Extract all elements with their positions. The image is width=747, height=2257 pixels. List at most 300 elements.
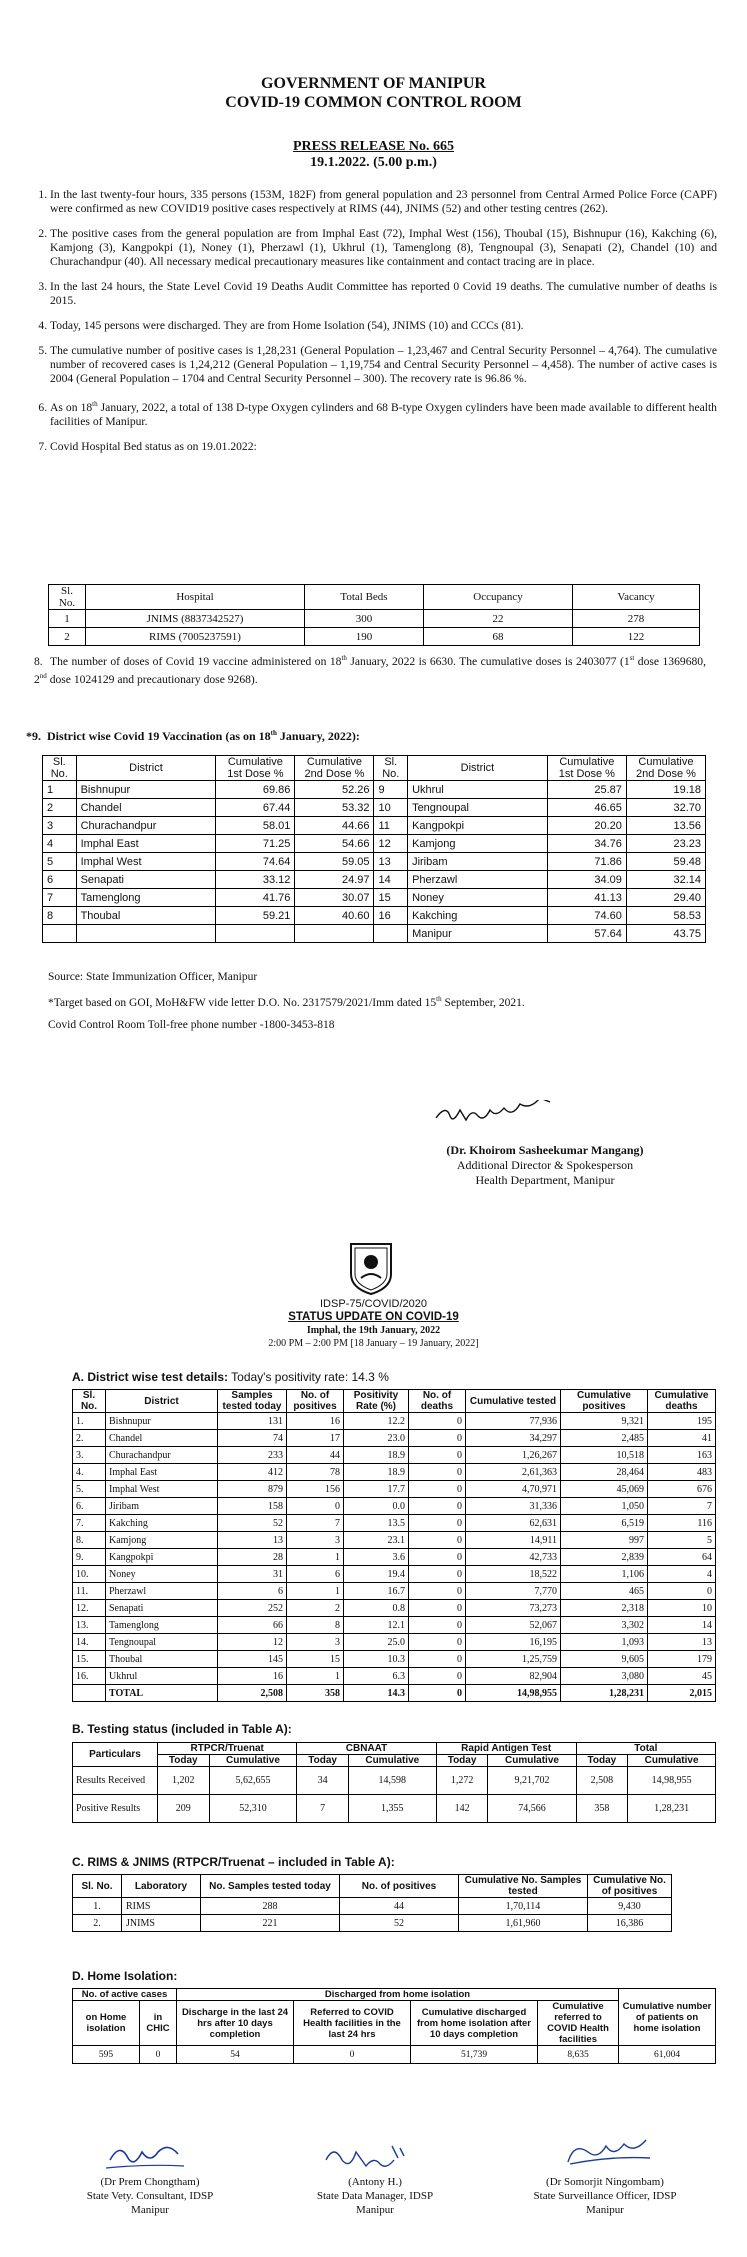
status-title: STATUS UPDATE ON COVID-19 bbox=[288, 1311, 459, 1323]
table-cell: 10 bbox=[648, 1600, 716, 1617]
table-cell: 23.1 bbox=[344, 1532, 409, 1549]
table-cell: 465 bbox=[561, 1583, 648, 1600]
table-cell: 412 bbox=[218, 1464, 287, 1481]
table-header: Hospital bbox=[86, 585, 305, 610]
list-item: 6. As on 18th January, 2022, a total of 138 D-type Oxygen cylinders and 68 B-type Oxygen cylinders have been made available to different health facilities of Manipur. bbox=[50, 397, 717, 429]
table-header: Total bbox=[576, 1743, 715, 1755]
table-cell: 2,318 bbox=[561, 1600, 648, 1617]
table-cell: Manipur bbox=[408, 925, 548, 943]
table-cell: Ukhrul bbox=[106, 1668, 218, 1685]
table-cell: 0 bbox=[409, 1515, 466, 1532]
table-row bbox=[73, 1430, 716, 1447]
table-cell: 57.64 bbox=[547, 925, 626, 943]
table-cell: Churachandpur bbox=[76, 817, 216, 835]
table-cell: 4. bbox=[73, 1464, 106, 1481]
list-item: 3. In the last 24 hours, the State Level Covid 19 Deaths Audit Committee has reported 0 Covid 19 deaths. The cumulative number of deaths is 2015. bbox=[50, 280, 717, 308]
table-cell: 9,605 bbox=[561, 1651, 648, 1668]
table-cell: 41.76 bbox=[216, 889, 295, 907]
table-cell: 7 bbox=[43, 889, 77, 907]
table-cell: 195 bbox=[648, 1413, 716, 1430]
table-row bbox=[43, 853, 706, 871]
vaccination-heading: *9. District wise Covid 19 Vaccination (as on 18th January, 2022): bbox=[26, 729, 360, 743]
table-header: Cumulative 1st Dose % bbox=[216, 756, 295, 781]
table-cell bbox=[43, 925, 77, 943]
table-cell: 53.32 bbox=[295, 799, 374, 817]
table-cell: 14,911 bbox=[466, 1532, 561, 1549]
table-cell: 54.66 bbox=[295, 835, 374, 853]
table-cell: Chandel bbox=[76, 799, 216, 817]
table-cell: 31 bbox=[218, 1566, 287, 1583]
bed-status-table bbox=[48, 584, 700, 646]
table-cell: 45,069 bbox=[561, 1481, 648, 1498]
table-cell: 0 bbox=[409, 1617, 466, 1634]
table-cell: 145 bbox=[218, 1651, 287, 1668]
table-cell: 16 bbox=[374, 907, 408, 925]
table-cell: Imphal West bbox=[76, 853, 216, 871]
table-cell: Jiribam bbox=[408, 853, 548, 871]
table-cell: Pherzawl bbox=[106, 1583, 218, 1600]
target-note: *Target based on GOI, MoH&FW vide letter D.O. No. 2317579/2021/Imm dated 15th September, 2021. bbox=[48, 995, 525, 1009]
table-cell: 19.18 bbox=[626, 781, 705, 799]
table-cell: 0 bbox=[409, 1566, 466, 1583]
table-row bbox=[73, 1532, 716, 1549]
table-cell: 52 bbox=[218, 1515, 287, 1532]
table-cell: 1,25,759 bbox=[466, 1651, 561, 1668]
table-cell: 44 bbox=[287, 1447, 344, 1464]
table-row bbox=[73, 1549, 716, 1566]
list-item: 2. The positive cases from the general population are from Imphal East (72), Imphal West (156), Thoubal (15), Bishnupur (16), Kakching (6), Kamjong (3), Kangpokpi (1), Noney (1), Pherzawl (1), Ukhrul (1), Tamenglong (8), Tengnoupal (3), Senapati (2), Chandel (10) and Churachandpur (40). All necessary medical precautionary measures like containment and contact tracing are in place. bbox=[50, 227, 717, 269]
table-cell: 997 bbox=[561, 1532, 648, 1549]
table-cell: 0 bbox=[648, 1583, 716, 1600]
table-cell: 17.7 bbox=[344, 1481, 409, 1498]
table-cell bbox=[73, 1685, 106, 1702]
signatory-name: (Dr. Khoirom Sasheekumar Mangang) bbox=[446, 1143, 644, 1157]
table-row bbox=[73, 1617, 716, 1634]
table-header: Cumulative 1st Dose % bbox=[547, 756, 626, 781]
table-cell: 3,080 bbox=[561, 1668, 648, 1685]
table-cell: 6 bbox=[287, 1566, 344, 1583]
table-cell: 0 bbox=[409, 1651, 466, 1668]
table-cell: 7 bbox=[287, 1515, 344, 1532]
signatory-dept: Health Department, Manipur bbox=[475, 1173, 615, 1187]
table-cell: 1 bbox=[287, 1668, 344, 1685]
table-row bbox=[73, 1447, 716, 1464]
table-cell: Jiribam bbox=[106, 1498, 218, 1515]
table-cell: 0 bbox=[409, 1685, 466, 1702]
table-cell: 6.3 bbox=[344, 1668, 409, 1685]
table-cell: 28,464 bbox=[561, 1464, 648, 1481]
table-cell: 483 bbox=[648, 1464, 716, 1481]
table-cell: 34.76 bbox=[547, 835, 626, 853]
table-cell: 25.87 bbox=[547, 781, 626, 799]
table-cell: 15. bbox=[73, 1651, 106, 1668]
header bbox=[0, 74, 747, 112]
table-cell: 46.65 bbox=[547, 799, 626, 817]
table-row bbox=[43, 907, 706, 925]
table-cell: Thoubal bbox=[106, 1651, 218, 1668]
table-cell: 10. bbox=[73, 1566, 106, 1583]
table-cell: 19.4 bbox=[344, 1566, 409, 1583]
table-cell: 0 bbox=[409, 1634, 466, 1651]
table-cell: Kakching bbox=[408, 907, 548, 925]
table-row bbox=[43, 871, 706, 889]
table-cell: 4 bbox=[648, 1566, 716, 1583]
table-cell: 12 bbox=[218, 1634, 287, 1651]
table-header: Vacancy bbox=[573, 585, 700, 610]
table-cell: 12. bbox=[73, 1600, 106, 1617]
table-cell: 34.09 bbox=[547, 871, 626, 889]
table-cell bbox=[216, 925, 295, 943]
table-header: Sl. No. bbox=[374, 756, 408, 781]
table-cell: 0 bbox=[409, 1430, 466, 1447]
table-row bbox=[43, 799, 706, 817]
table-header: Cumulative 2nd Dose % bbox=[626, 756, 705, 781]
signature-image bbox=[320, 2138, 420, 2172]
table-cell: 13 bbox=[218, 1532, 287, 1549]
table-cell: 8. bbox=[73, 1532, 106, 1549]
table-row: 1. RIMS 288 44 1,70,114 9,430 bbox=[73, 1898, 672, 1915]
source-note: Source: State Immunization Officer, Manipur bbox=[48, 971, 258, 983]
table-header: Particulars bbox=[73, 1743, 158, 1767]
table-cell: 6 bbox=[218, 1583, 287, 1600]
table-cell: 12 bbox=[374, 835, 408, 853]
table-cell: Kamjong bbox=[408, 835, 548, 853]
table-cell: 0 bbox=[409, 1532, 466, 1549]
press-release-date: 19.1.2022. (5.00 p.m.) bbox=[310, 155, 437, 170]
table-cell: 0 bbox=[409, 1668, 466, 1685]
table-cell: Noney bbox=[106, 1566, 218, 1583]
table-cell: 62,631 bbox=[466, 1515, 561, 1532]
table-cell: Noney bbox=[408, 889, 548, 907]
table-cell: 0 bbox=[409, 1583, 466, 1600]
table-cell: 10,518 bbox=[561, 1447, 648, 1464]
table-header: Cumulative 2nd Dose % bbox=[295, 756, 374, 781]
table-cell: 14. bbox=[73, 1634, 106, 1651]
table-header: RTPCR/Truenat bbox=[158, 1743, 297, 1755]
signature-image bbox=[432, 1100, 562, 1130]
table-cell: 59.05 bbox=[295, 853, 374, 871]
table-cell: 12.2 bbox=[344, 1413, 409, 1430]
table-row bbox=[73, 1583, 716, 1600]
table-cell: 1,050 bbox=[561, 1498, 648, 1515]
table-cell: 16,195 bbox=[466, 1634, 561, 1651]
table-cell: 24.97 bbox=[295, 871, 374, 889]
section-c-title: C. RIMS & JNIMS (RTPCR/Truenat – included in Table A): bbox=[72, 1855, 395, 1869]
table-cell bbox=[295, 925, 374, 943]
table-cell: 3 bbox=[287, 1532, 344, 1549]
table-cell: 41 bbox=[648, 1430, 716, 1447]
table-cell: 158 bbox=[218, 1498, 287, 1515]
table-cell: Tamenglong bbox=[76, 889, 216, 907]
table-cell: 74.60 bbox=[547, 907, 626, 925]
table-cell: 0 bbox=[409, 1464, 466, 1481]
table-cell: 2 bbox=[43, 799, 77, 817]
table-cell: 1,093 bbox=[561, 1634, 648, 1651]
table-cell: 3 bbox=[287, 1634, 344, 1651]
table-row bbox=[73, 1668, 716, 1685]
table-cell: 71.86 bbox=[547, 853, 626, 871]
table-cell: 16 bbox=[218, 1668, 287, 1685]
table-cell: 179 bbox=[648, 1651, 716, 1668]
table-row: 2 RIMS (7005237591) 190 68 122 bbox=[49, 628, 700, 646]
table-cell: 1,106 bbox=[561, 1566, 648, 1583]
table-cell: 0 bbox=[409, 1481, 466, 1498]
table-row bbox=[73, 1515, 716, 1532]
table-cell: Kangpokpi bbox=[106, 1549, 218, 1566]
table-cell: 2,839 bbox=[561, 1549, 648, 1566]
control-room-title: COVID-19 COMMON CONTROL ROOM bbox=[225, 94, 522, 111]
table-cell: 1 bbox=[287, 1549, 344, 1566]
table-header: Occupancy bbox=[424, 585, 573, 610]
table-cell: 0 bbox=[409, 1600, 466, 1617]
table-cell: 4 bbox=[43, 835, 77, 853]
table-header: Sl. No. bbox=[43, 756, 77, 781]
table-cell: 67.44 bbox=[216, 799, 295, 817]
table-cell: 2. bbox=[73, 1430, 106, 1447]
table-header: No. of positives bbox=[287, 1390, 344, 1413]
table-cell: 18.9 bbox=[344, 1447, 409, 1464]
table-cell: 73,273 bbox=[466, 1600, 561, 1617]
vaccine-doses-item: 8. The number of doses of Covid 19 vaccine administered on 18th January, 2022 is 6630. The cumulative doses is 2403077 (1st dose 1369680, 2nd dose 1024129 and precautionary dose 9268). bbox=[34, 654, 706, 686]
table-cell: Ukhrul bbox=[408, 781, 548, 799]
table-cell: Imphal East bbox=[106, 1464, 218, 1481]
table-cell: 0.0 bbox=[344, 1498, 409, 1515]
gov-title: GOVERNMENT OF MANIPUR bbox=[261, 75, 486, 92]
table-row: Positive Results 209 52,310 7 1,355 142 74,566 358 1,28,231 bbox=[73, 1795, 716, 1823]
table-cell: 1 bbox=[43, 781, 77, 799]
table-cell: 41.13 bbox=[547, 889, 626, 907]
table-cell: Kamjong bbox=[106, 1532, 218, 1549]
section-d-title: D. Home Isolation: bbox=[72, 1969, 178, 1983]
table-cell: Kakching bbox=[106, 1515, 218, 1532]
table-cell: 34,297 bbox=[466, 1430, 561, 1447]
table-cell: TOTAL bbox=[106, 1685, 218, 1702]
table-cell: 30.07 bbox=[295, 889, 374, 907]
table-cell: 23.23 bbox=[626, 835, 705, 853]
signature-image bbox=[100, 2140, 190, 2174]
table-cell: 6,519 bbox=[561, 1515, 648, 1532]
table-row bbox=[43, 835, 706, 853]
list-item: 1. In the last twenty-four hours, 335 persons (153M, 182F) from general population and 23 personnel from Central Armed Police Force (CAPF) were confirmed as new COVID19 positive cases respectively at RIMS (44), JNIMS (52) and other testing centres (262). bbox=[50, 188, 717, 216]
table-cell: 13. bbox=[73, 1617, 106, 1634]
table-cell: 8 bbox=[287, 1617, 344, 1634]
table-cell: 15 bbox=[287, 1651, 344, 1668]
table-header: Cumulative tested bbox=[466, 1390, 561, 1413]
table-cell: 0 bbox=[409, 1413, 466, 1430]
table-cell: 69.86 bbox=[216, 781, 295, 799]
table-cell: 2,015 bbox=[648, 1685, 716, 1702]
table-cell: 77,936 bbox=[466, 1413, 561, 1430]
table-cell: Tengnoupal bbox=[408, 799, 548, 817]
table-cell: Imphal East bbox=[76, 835, 216, 853]
table-cell: 20.20 bbox=[547, 817, 626, 835]
table-cell: Tengnoupal bbox=[106, 1634, 218, 1651]
table-cell: 7 bbox=[648, 1498, 716, 1515]
table-cell: 14 bbox=[374, 871, 408, 889]
manipur-emblem-icon bbox=[345, 1238, 397, 1296]
table-cell: 71.25 bbox=[216, 835, 295, 853]
tollfree-note: Covid Control Room Toll-free phone number -1800-3453-818 bbox=[48, 1019, 335, 1031]
table-row bbox=[43, 889, 706, 907]
section-a-title: A. District wise test details: Today's positivity rate: 14.3 % bbox=[72, 1370, 389, 1384]
table-header: Sl. No. bbox=[73, 1390, 106, 1413]
table-cell: Pherzawl bbox=[408, 871, 548, 889]
table-header: Sl. No. bbox=[49, 585, 86, 610]
table-cell: 59.48 bbox=[626, 853, 705, 871]
table-cell: 1,26,267 bbox=[466, 1447, 561, 1464]
table-cell: 14,98,955 bbox=[466, 1685, 561, 1702]
section-b-title: B. Testing status (included in Table A): bbox=[72, 1722, 292, 1736]
table-cell: 4,70,971 bbox=[466, 1481, 561, 1498]
testing-status-table: Particulars RTPCR/Truenat CBNAAT Rapid Antigen Test Total Today Cumulative Today Cumulative Today Cumulative Today Cumulative Results Received 1,202 5,62,655 34 14,598 1,272 9,21,702 2,508 14,98,955 Positive Results 209 52,310 7 1,355 142 74,566 358 1,28,231 bbox=[72, 1742, 716, 1823]
table-cell: 31,336 bbox=[466, 1498, 561, 1515]
table-cell: 9 bbox=[374, 781, 408, 799]
table-cell: Bishnupur bbox=[106, 1413, 218, 1430]
signature-image bbox=[560, 2138, 660, 2172]
table-cell: 3.6 bbox=[344, 1549, 409, 1566]
table-cell: 11 bbox=[374, 817, 408, 835]
vaccination-table bbox=[42, 755, 706, 943]
home-isolation-table: No. of active cases Discharged from home isolation Cumulative number of patients on home isolation on Home isolation in CHIC Discharge in the last 24 hrs after 10 days completion Referred to COVID Health facilities in the last 24 hrs Cumulative discharged from home isolation after 10 days completion Cumulative referred to COVID Health facilities 595 0 54 0 51,739 8,635 61,004 bbox=[72, 1988, 716, 2064]
signatory-block: (Antony H.) State Data Manager, IDSP Manipur bbox=[316, 2176, 434, 2216]
signatory-block bbox=[430, 1143, 660, 1188]
list-item: 4. Today, 145 persons were discharged. They are from Home Isolation (54), JNIMS (10) and CCCs (81). bbox=[50, 319, 717, 333]
table-cell: 11. bbox=[73, 1583, 106, 1600]
table-cell: 6 bbox=[43, 871, 77, 889]
table-cell: 879 bbox=[218, 1481, 287, 1498]
table-header: Cumulative positives bbox=[561, 1390, 648, 1413]
table-cell: Thoubal bbox=[76, 907, 216, 925]
table-row bbox=[43, 817, 706, 835]
table-cell: 15 bbox=[374, 889, 408, 907]
table-header: Samples tested today bbox=[218, 1390, 287, 1413]
table-cell: 10.3 bbox=[344, 1651, 409, 1668]
table-cell: 32.70 bbox=[626, 799, 705, 817]
press-release-number: PRESS RELEASE No. 665 bbox=[292, 139, 455, 154]
table-header: No. of deaths bbox=[409, 1390, 466, 1413]
table-cell: 52.26 bbox=[295, 781, 374, 799]
table-cell: 13.56 bbox=[626, 817, 705, 835]
table-cell: 18,522 bbox=[466, 1566, 561, 1583]
table-cell: Kangpokpi bbox=[408, 817, 548, 835]
signatory-title: Additional Director & Spokesperson bbox=[456, 1158, 634, 1172]
table-cell: 6. bbox=[73, 1498, 106, 1515]
table-cell: 9. bbox=[73, 1549, 106, 1566]
rims-jnims-table: Sl. No. Laboratory No. Samples tested today No. of positives Cumulative No. Samples tested Cumulative No. of positives 1. RIMS 288 44 1,70,114 9,430 2. JNIMS 221 52 1,61,960 16,386 bbox=[72, 1874, 672, 1932]
table-cell: 17 bbox=[287, 1430, 344, 1447]
table-cell: 1,28,231 bbox=[561, 1685, 648, 1702]
signatory-block: (Dr Prem Chongtham) State Vety. Consultant, IDSP Manipur bbox=[86, 2176, 214, 2216]
table-header: District bbox=[408, 756, 548, 781]
table-header: CBNAAT bbox=[297, 1743, 436, 1755]
status-ref: IDSP-75/COVID/2020 bbox=[320, 1298, 427, 1310]
table-cell: 5 bbox=[648, 1532, 716, 1549]
table-row: Results Received 1,202 5,62,655 34 14,598 1,272 9,21,702 2,508 14,98,955 bbox=[73, 1767, 716, 1795]
table-cell: 44.66 bbox=[295, 817, 374, 835]
table-cell: 676 bbox=[648, 1481, 716, 1498]
table-cell: 29.40 bbox=[626, 889, 705, 907]
table-cell: 252 bbox=[218, 1600, 287, 1617]
table-cell: 8 bbox=[43, 907, 77, 925]
table-cell: 13 bbox=[648, 1634, 716, 1651]
district-test-table bbox=[72, 1389, 716, 1702]
table-row bbox=[73, 1651, 716, 1668]
table-cell: 18.9 bbox=[344, 1464, 409, 1481]
release-items bbox=[0, 188, 747, 465]
table-cell: 156 bbox=[287, 1481, 344, 1498]
table-cell: 2,61,363 bbox=[466, 1464, 561, 1481]
table-cell: 33.12 bbox=[216, 871, 295, 889]
table-cell: 2 bbox=[287, 1600, 344, 1617]
table-cell: 13 bbox=[374, 853, 408, 871]
table-row: 1 JNIMS (8837342527) 300 22 278 bbox=[49, 610, 700, 628]
table-cell: 16.7 bbox=[344, 1583, 409, 1600]
table-header: Total Beds bbox=[305, 585, 424, 610]
table-cell: 28 bbox=[218, 1549, 287, 1566]
table-cell: 40.60 bbox=[295, 907, 374, 925]
table-cell: 358 bbox=[287, 1685, 344, 1702]
table-cell: 3. bbox=[73, 1447, 106, 1464]
table-cell: Churachandpur bbox=[106, 1447, 218, 1464]
table-cell: 1. bbox=[73, 1413, 106, 1430]
list-item: 7. Covid Hospital Bed status as on 19.01.2022: bbox=[50, 440, 717, 454]
table-row bbox=[73, 1464, 716, 1481]
table-cell: 42,733 bbox=[466, 1549, 561, 1566]
table-header: Rapid Antigen Test bbox=[436, 1743, 576, 1755]
table-cell: Tamenglong bbox=[106, 1617, 218, 1634]
list-item: 5. The cumulative number of positive cases is 1,28,231 (General Population – 1,23,467 and Central Security Personnel – 4,764). The cumulative number of recovered cases is 1,24,212 (General Population – 1,19,754 and Central Security Personnel – 4,458). The number of active cases is 2004 (General Population – 1704 and Central Security Personnel – 300). The recovery rate is 96.86 %. bbox=[50, 344, 717, 386]
table-row bbox=[43, 925, 706, 943]
table-cell: 14 bbox=[648, 1617, 716, 1634]
table-row bbox=[43, 781, 706, 799]
table-cell: 82,904 bbox=[466, 1668, 561, 1685]
table-cell: 78 bbox=[287, 1464, 344, 1481]
table-cell: 5 bbox=[43, 853, 77, 871]
table-cell: Senapati bbox=[106, 1600, 218, 1617]
table-cell: 58.01 bbox=[216, 817, 295, 835]
table-header: District bbox=[76, 756, 216, 781]
table-cell: 66 bbox=[218, 1617, 287, 1634]
table-row: 2. JNIMS 221 52 1,61,960 16,386 bbox=[73, 1915, 672, 1932]
table-cell: 12.1 bbox=[344, 1617, 409, 1634]
table-cell: Senapati bbox=[76, 871, 216, 889]
table-cell: Chandel bbox=[106, 1430, 218, 1447]
table-cell: 1 bbox=[287, 1583, 344, 1600]
table-cell bbox=[76, 925, 216, 943]
table-cell: 2,485 bbox=[561, 1430, 648, 1447]
table-header: District bbox=[106, 1390, 218, 1413]
table-cell: 0.8 bbox=[344, 1600, 409, 1617]
table-cell: 64 bbox=[648, 1549, 716, 1566]
table-row bbox=[73, 1498, 716, 1515]
table-cell: 116 bbox=[648, 1515, 716, 1532]
table-header: Cumulative deaths bbox=[648, 1390, 716, 1413]
table-row bbox=[73, 1685, 716, 1702]
table-cell: Imphal West bbox=[106, 1481, 218, 1498]
table-header: Positivity Rate (%) bbox=[344, 1390, 409, 1413]
table-cell: 16. bbox=[73, 1668, 106, 1685]
table-cell: 5. bbox=[73, 1481, 106, 1498]
table-cell bbox=[374, 925, 408, 943]
table-cell: 0 bbox=[287, 1498, 344, 1515]
table-cell: 45 bbox=[648, 1668, 716, 1685]
table-cell: 0 bbox=[409, 1549, 466, 1566]
table-row bbox=[73, 1600, 716, 1617]
table-row bbox=[73, 1634, 716, 1651]
table-cell: 16 bbox=[287, 1413, 344, 1430]
table-row bbox=[73, 1566, 716, 1583]
table-cell: 59.21 bbox=[216, 907, 295, 925]
